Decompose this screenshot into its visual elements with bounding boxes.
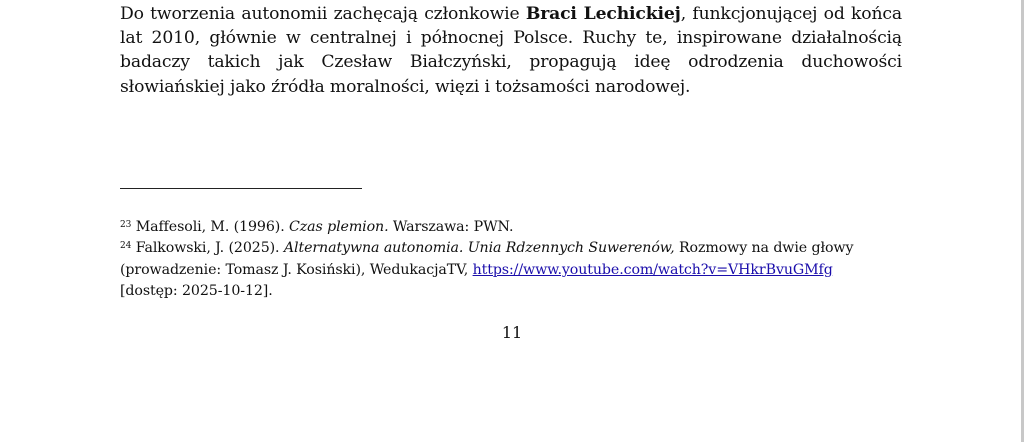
footnote-text: Rozmowy na dwie głowy (prowadzenie: Tomasz J. Kosiński), WedukacjaTV, — [120, 240, 854, 278]
body-paragraph — [120, 2, 902, 99]
footnote-separator — [120, 188, 362, 189]
footnote-number: 24 — [120, 241, 132, 252]
footnote-title: Alternatywna autonomia. Unia Rdzennych Suwerenów, — [283, 240, 675, 257]
footnote-24 — [120, 238, 900, 302]
body-text-start: Do tworzenia autonomii zachęcają członkowie — [120, 4, 526, 24]
footnote-23 — [120, 217, 900, 238]
footnote-text: Falkowski, J. (2025). — [135, 240, 284, 257]
footnote-text: Maffesoli, M. (1996). — [135, 219, 290, 235]
footnote-text: Warszawa: PWN. — [388, 219, 514, 235]
footnotes — [120, 217, 900, 303]
footnote-number: 23 — [120, 220, 132, 230]
footnote-link[interactable]: https://www.youtube.com/watch?v=VHkrBvuGMfg — [472, 261, 833, 278]
body-text-bold: Braci Lechickiej — [525, 4, 681, 24]
footnote-access-date: [dostęp: 2025-10-12]. — [120, 283, 273, 300]
body-text-rest: , funkcjonującej od końca lat 2010, głównie w centralnej i północnej Polsce. Ruchy te, inspirowane działalnością badaczy takich jak Czesław Białczyński, propagują ideę odrodzenia duchowości słowiańskiej jako źródła moralności, więzi i tożsamości narodowej. — [120, 4, 902, 97]
page-number: 11 — [501, 323, 523, 342]
footnote-title: Czas plemion. — [289, 219, 389, 235]
